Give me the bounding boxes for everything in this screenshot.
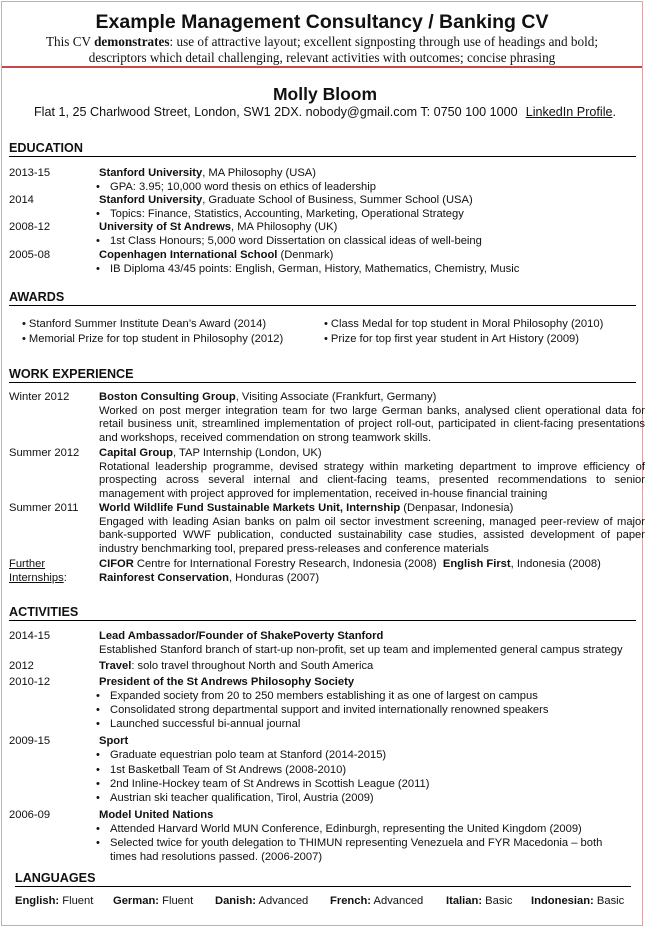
education-bullet: • GPA: 3.95; 10,000 word thesis on ethics of leadership <box>110 181 630 195</box>
cv-example-banner <box>2 2 642 68</box>
activity-bullet: • Consolidated strong departmental support and invited internationally renowned speakers <box>110 704 630 718</box>
award-item: • Stanford Summer Institute Dean’s Award (2014) <box>22 318 266 330</box>
activity-bullet: • 1st Basketball Team of St Andrews (2008-2010) <box>110 764 630 778</box>
linkedin-link[interactable]: LinkedIn Profile <box>525 105 613 119</box>
language-item: German: Fluent <box>113 895 194 907</box>
work-heading: WORK EXPERIENCE <box>9 367 636 383</box>
languages-heading: LANGUAGES <box>15 871 631 887</box>
language-item: French: Advanced <box>330 895 424 907</box>
contact-line: Flat 1, 25 Charlwood Street, London, SW1 2DX. nobody@gmail.com T: 0750 100 1000 LinkedIn Profile. <box>33 105 616 119</box>
education-heading: EDUCATION <box>9 141 636 157</box>
activity-bullet: • Attended Harvard World MUN Conference, Edinburgh, representing the United Kingdom (2009) <box>110 823 630 837</box>
awards-heading: AWARDS <box>9 290 636 306</box>
award-item: • Prize for top first year student in Art History (2009) <box>324 333 579 345</box>
activity-bullet: • Expanded society from 20 to 250 members establishing it as one of largest on campus <box>110 690 630 704</box>
language-item: Danish: Advanced <box>215 895 309 907</box>
language-item: English: Fluent <box>15 895 94 907</box>
education-bullet: • Topics: Finance, Statistics, Accounting, Marketing, Operational Strategy <box>110 208 630 222</box>
activity-bullet: • Launched successful bi-annual journal <box>110 718 630 732</box>
activity-bullet: • Graduate equestrian polo team at Stanford (2014-2015) <box>110 749 630 763</box>
candidate-name: Molly Bloom <box>272 84 378 104</box>
award-item: • Class Medal for top student in Moral Philosophy (2010) <box>324 318 603 330</box>
activity-bullet: • Selected twice for youth delegation to THIMUN representing Venezuela and FYR Macedonia – both times had resolutions passed. (2006-2007) <box>110 837 615 864</box>
language-item: Italian: Basic <box>446 895 513 907</box>
award-item: • Memorial Prize for top student in Philosophy (2012) <box>22 333 283 345</box>
banner-title: Example Management Consultancy / Banking CV <box>95 11 549 33</box>
activity-bullet: • Austrian ski teacher qualification, Tirol, Austria (2009) <box>110 792 630 806</box>
activity-bullet: • 2nd Inline-Hockey team of St Andrews in Scottish League (2011) <box>110 778 630 792</box>
banner-subtitle: This CV demonstrates: use of attractive layout; excellent signposting through use of headings and bold; descriptors which detail challenging, relevant activities with outcomes; concise phrasing <box>45 34 599 65</box>
activities-heading: ACTIVITIES <box>9 605 636 621</box>
education-bullet: • IB Diploma 43/45 points: English, German, History, Mathematics, Chemistry, Music <box>110 263 630 277</box>
language-item: Indonesian: Basic <box>531 895 625 907</box>
education-bullet: • 1st Class Honours; 5,000 word Dissertation on classical ideas of well-being <box>110 235 630 249</box>
